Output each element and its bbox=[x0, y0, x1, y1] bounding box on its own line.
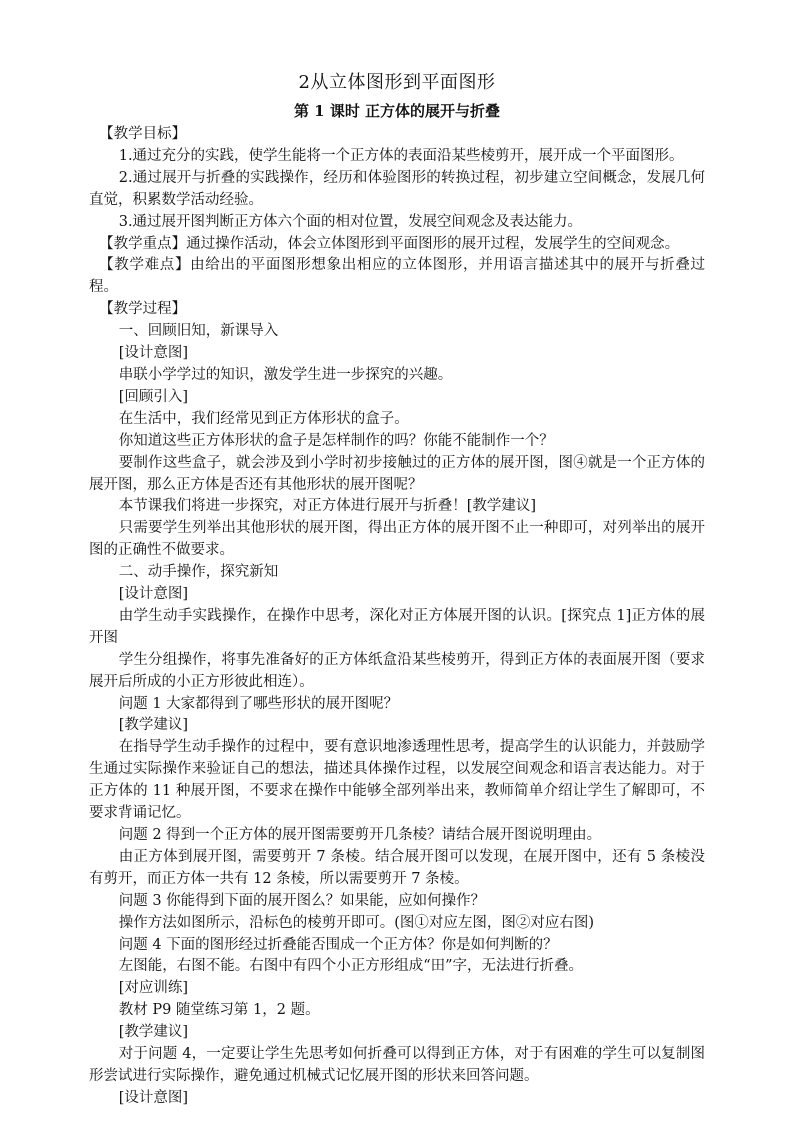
paragraph: 在指导学生动手操作的过程中，要有意识地渗透理性思考，提高学生的认识能力，并鼓励学生通过实际操作来验证自己的想法，描述具体操作过程，以发展空间观念和语言表达能力。对于正方体的 11 种展开图，不要求在操作中能够全部列举出来，教师简单介绍让学生了解即可，不要求背诵记忆。 bbox=[89, 739, 705, 822]
paragraph: 只需要学生列举出其他形状的展开图，得出正方体的展开图不止一种即可，对列举出的展开图的正确性不做要求。 bbox=[89, 520, 705, 559]
paragraph: 问题 3 你能得到下面的展开图么？如果能，应如何操作？ bbox=[118, 892, 486, 909]
document-page bbox=[89, 70, 705, 1110]
paragraph: 你知道这些正方体形状的盒子是怎样制作的吗？你能不能制作一个？ bbox=[118, 432, 554, 449]
paragraph: [设计意图] bbox=[118, 345, 189, 362]
paragraph: [教学建议] bbox=[118, 1024, 189, 1041]
paragraph: 【教学过程】 bbox=[99, 301, 187, 318]
paragraph: 由正方体到展开图，需要剪开 7 条棱。结合展开图可以发现，在展开图中，还有 5 条棱没有剪开，而正方体一共有 12 条棱，所以需要剪开 7 条棱。 bbox=[89, 848, 705, 887]
paragraph: 1.通过充分的实践，使学生能将一个正方体的表面沿某些棱剪开，展开成一个平面图形。 bbox=[118, 147, 684, 164]
paragraph: 在生活中，我们经常见到正方体形状的盒子。 bbox=[118, 410, 409, 427]
document-body bbox=[89, 124, 705, 1110]
paragraph: 【教学重点】通过操作活动，体会立体图形到平面图形的展开过程，发展学生的空间观念。 bbox=[99, 235, 680, 252]
paragraph: 操作方法如图所示，沿标色的棱剪开即可。(图①对应左图，图②对应右图) bbox=[118, 914, 595, 931]
paragraph: [回顾引入] bbox=[118, 388, 189, 405]
paragraph: [对应训练] bbox=[118, 980, 189, 997]
lesson-subtitle: 第 1 课时 正方体的展开与折叠 bbox=[293, 102, 501, 120]
paragraph: 问题 4 下面的图形经过折叠能否围成一个正方体？你是如何判断的？ bbox=[118, 936, 558, 953]
paragraph: 一、回顾旧知，新课导入 bbox=[118, 323, 279, 340]
paragraph: 本节课我们将进一步探究，对正方体进行展开与折叠！[教学建议] bbox=[118, 498, 537, 515]
paragraph: 串联小学学过的知识，激发学生进一步探究的兴趣。 bbox=[118, 366, 453, 383]
paragraph: 3.通过展开图判断正方体六个面的相对位置，发展空间观念及表达能力。 bbox=[118, 213, 583, 230]
paragraph: 二、动手操作，探究新知 bbox=[118, 564, 279, 581]
paragraph: [设计意图] bbox=[118, 1089, 189, 1106]
paragraph: 2.通过展开与折叠的实践操作，经历和体验图形的转换过程，初步建立空间概念，发展几何直觉，积累数学活动经验。 bbox=[89, 169, 705, 208]
paragraph: [设计意图] bbox=[118, 586, 189, 603]
paragraph: 教材 P9 随堂练习第 1，2 题。 bbox=[118, 1002, 320, 1019]
paragraph: [教学建议] bbox=[118, 717, 189, 734]
paragraph: 要制作这些盒子，就会涉及到小学时初步接触过的正方体的展开图，图④就是一个正方体的展开图，那么正方体是否还有其他形状的展开图呢？ bbox=[89, 454, 705, 493]
paragraph: 问题 2 得到一个正方体的展开图需要剪开几条棱？请结合展开图说明理由。 bbox=[118, 827, 602, 843]
paragraph: 问题 1 大家都得到了哪些形状的展开图呢？ bbox=[118, 695, 399, 712]
paragraph: 学生分组操作，将事先准备好的正方体纸盒沿某些棱剪开，得到正方体的表面展开图（要求展开后所成的小正方形彼此相连）。 bbox=[89, 651, 705, 690]
paragraph: 由学生动手实践操作，在操作中思考，深化对正方体展开图的认识。[探究点 1]正方体的展开图 bbox=[89, 607, 705, 646]
paragraph: 左图能，右图不能。右图中有四个小正方形组成“田”字，无法进行折叠。 bbox=[118, 958, 584, 975]
document-title: 2从立体图形到平面图形 bbox=[298, 72, 496, 93]
paragraph: 【教学难点】由给出的平面图形想象出相应的立体图形，并用语言描述其中的展开与折叠过程。 bbox=[89, 257, 705, 296]
paragraph: 【教学目标】 bbox=[99, 126, 187, 142]
paragraph: 对于问题 4，一定要让学生先思考如何折叠可以得到正方体，对于有困难的学生可以复制图形尝试进行实际操作，避免通过机械式记忆展开图的形状来回答问题。 bbox=[89, 1046, 705, 1084]
